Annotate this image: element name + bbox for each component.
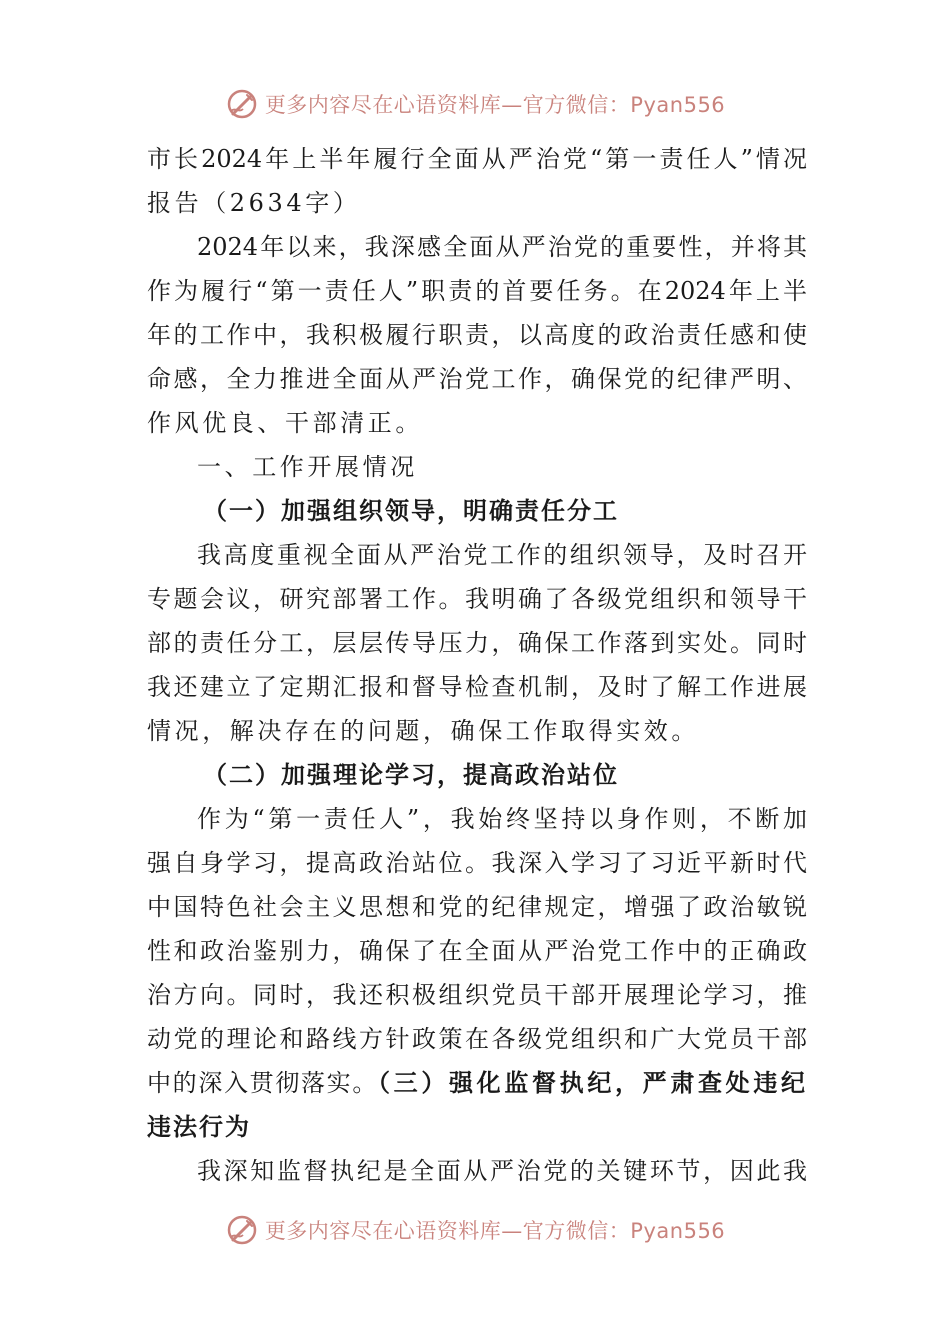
section-heading-1: 一、工作开展情况 — [197, 453, 418, 481]
pen-circle-icon — [225, 1213, 259, 1247]
subsection-2-line-2: 强自身学习，提高政治站位。我深入学习了习近平新时代 — [147, 849, 807, 877]
watermark-header — [0, 84, 950, 124]
subsection-1-line-2: 专题会议，研究部署工作。我明确了各级党组织和领导干 — [147, 585, 807, 613]
subsection-heading-1: （一）加强组织领导，明确责任分工 — [203, 497, 619, 525]
subsection-2-line-7 — [147, 1061, 807, 1105]
subsection-3-line-1: 我深知监督执纪是全面从严治党的关键环节，因此我 — [197, 1157, 807, 1185]
subsection-1-line-1: 我高度重视全面从严治党工作的组织领导，及时召开 — [197, 541, 807, 569]
intro-paragraph-line-5: 作风优良、干部清正。 — [147, 409, 423, 437]
subsection-1-line-5: 情况，解决存在的问题，确保工作取得实效。 — [147, 717, 699, 745]
subsection-1-line-3: 部的责任分工，层层传导压力，确保工作落到实处。同时 — [147, 629, 807, 657]
watermark-text: 更多内容尽在心语资料库—官方微信：Pyan556 — [264, 1219, 726, 1243]
subsection-2-line-5: 治方向。同时，我还积极组织党员干部开展理论学习，推 — [147, 981, 807, 1009]
subsection-2-line-1: 作为“第一责任人”，我始终坚持以身作则，不断加 — [197, 805, 807, 833]
intro-paragraph-line-3: 年的工作中，我积极履行职责，以高度的政治责任感和使 — [147, 321, 807, 349]
intro-paragraph-line-4: 命感，全力推进全面从严治党工作，确保党的纪律严明、 — [147, 365, 807, 393]
pen-circle-icon — [225, 87, 259, 121]
subsection-2-line-4: 性和政治鉴别力，确保了在全面从严治党工作中的正确政 — [147, 937, 807, 965]
document-title-line-2: 报告（2634字） — [147, 189, 361, 217]
subsection-2-line-3: 中国特色社会主义思想和党的纪律规定，增强了政治敏锐 — [147, 893, 807, 921]
subsection-heading-2: （二）加强理论学习，提高政治站位 — [203, 761, 619, 789]
subsection-2-line-7-text: 中的深入贯彻落实。 — [147, 1069, 378, 1097]
intro-paragraph-line-1: 2024年以来，我深感全面从严治党的重要性，并将其 — [197, 233, 807, 261]
subsection-heading-3-continued: 违法行为 — [147, 1113, 251, 1141]
subsection-heading-3: （三）强化监督执纪，严肃查处违纪 — [378, 1069, 807, 1097]
subsection-1-line-4: 我还建立了定期汇报和督导检查机制，及时了解工作进展 — [147, 673, 807, 701]
watermark-footer — [0, 1210, 950, 1250]
document-title-line-1: 市长2024年上半年履行全面从严治党“第一责任人”情况 — [147, 145, 807, 173]
subsection-2-line-6: 动党的理论和路线方针政策在各级党组织和广大党员干部 — [147, 1025, 807, 1053]
document-body — [147, 137, 807, 1193]
watermark-text: 更多内容尽在心语资料库—官方微信：Pyan556 — [264, 93, 726, 117]
intro-paragraph-line-2: 作为履行“第一责任人”职责的首要任务。在2024年上半 — [147, 277, 807, 305]
